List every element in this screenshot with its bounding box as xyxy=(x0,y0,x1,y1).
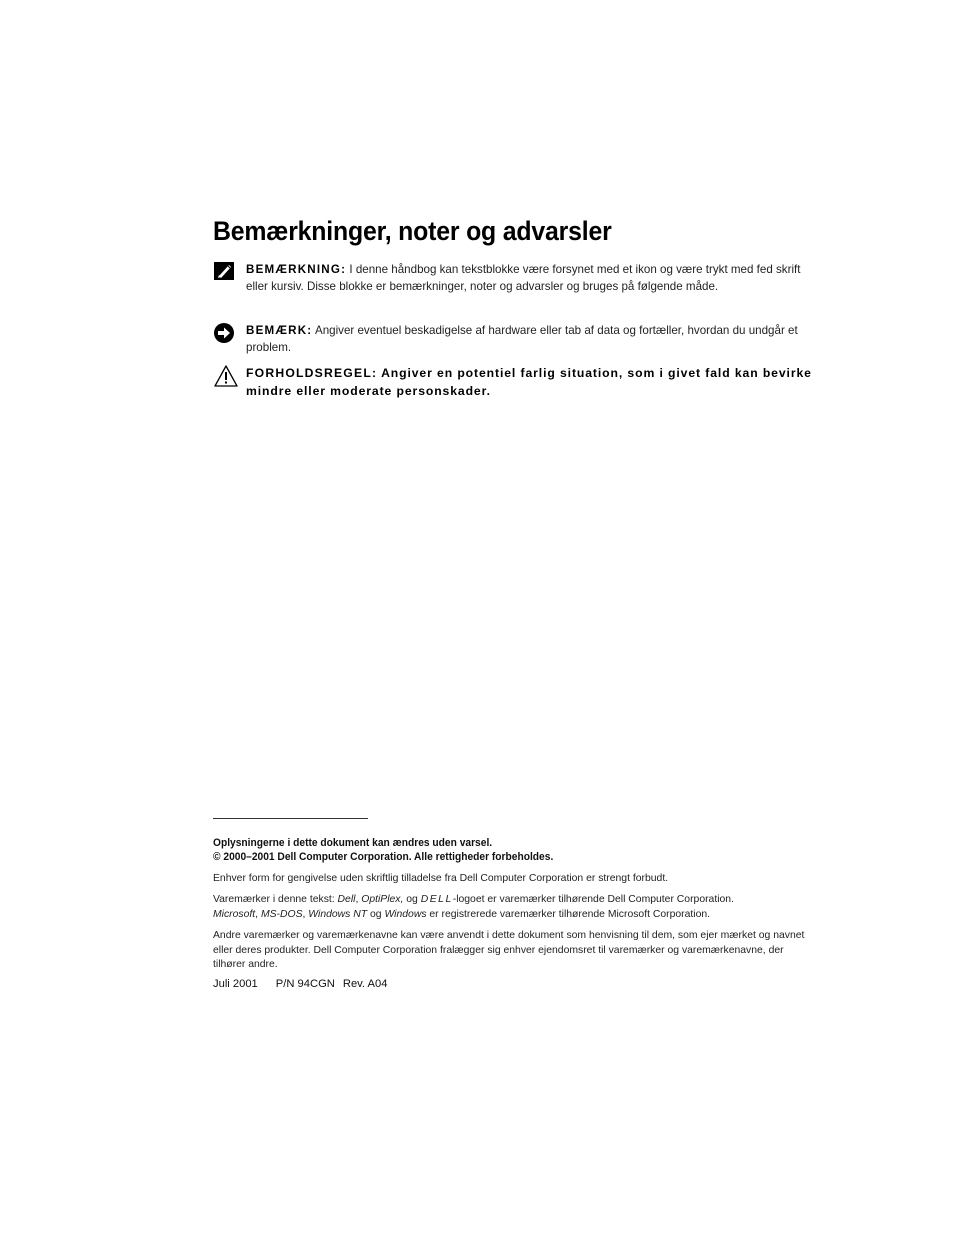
copyright-notice xyxy=(213,836,813,864)
other-trademarks-notice: Andre varemærker og varemærkenavne kan være anvendt i dette dokument som henvisning til dem, som ejer mærket og navnet eller deres produkter. Dell Computer Corporation fralægger sig enhver ejendomsret til varemærker og varemærkenavne, der tilhører andre. xyxy=(213,930,805,970)
part-number: P/N 94CGN xyxy=(275,978,335,990)
pencil-note-icon xyxy=(213,261,237,285)
trademark-and: og xyxy=(403,894,421,905)
document-info xyxy=(213,978,813,990)
note-block xyxy=(213,261,813,295)
trademark-dell: Dell xyxy=(337,894,356,905)
trademark-and-2: og xyxy=(367,908,385,920)
warning-triangle-icon xyxy=(213,364,237,388)
notice-label: BEMÆRK: xyxy=(246,324,313,337)
trademark-optiplex: OptiPlex, xyxy=(361,894,404,905)
caution-text xyxy=(246,364,813,400)
trademark-ms-text: er registrerede varemærker tilhørende Microsoft Corporation. xyxy=(426,908,711,920)
copyright-line: © 2000–2001 Dell Computer Corporation. Alle rettigheder forbeholdes. xyxy=(213,851,554,863)
trademark-windows: Windows xyxy=(384,908,427,920)
page-title: Bemærkninger, noter og advarsler xyxy=(213,216,612,246)
arrow-notice-icon xyxy=(213,322,237,346)
publication-date: Juli 2001 xyxy=(213,978,258,990)
caution-label: FORHOLDSREGEL: xyxy=(246,366,378,380)
note-label: BEMÆRKNING: xyxy=(246,263,347,276)
revision: Rev. A04 xyxy=(342,978,388,990)
trademark-dell-logo: DELL xyxy=(420,894,453,905)
notice-block xyxy=(213,322,813,356)
note-body: I denne håndbog kan tekstblokke være forsynet med et ikon og være trykt med fed skrift eller kursiv. Disse blokke er bemærkninger, noter og advarsler og bruges på følgende måde. xyxy=(246,263,801,293)
trademark-notice: Varemærker i denne tekst: Dell, OptiPlex, og DELL-logoet er varemærker tilhørende Dell Computer Corporation. Microsoft, MS-DOS, Windows NT og Windows er registrerede varemærker tilhørende Microsoft Corporation. xyxy=(213,894,734,920)
reproduction-notice: Enhver form for gengivelse uden skriftlig tilladelse fra Dell Computer Corporation er strengt forbudt. xyxy=(213,873,669,884)
notice-body: Angiver eventuel beskadigelse af hardware eller tab af data og fortæller, hvordan du undgår et problem. xyxy=(246,324,798,354)
caution-body: Angiver en potentiel farlig situation, som i givet fald kan bevirke mindre eller moderate personskader. xyxy=(246,366,812,398)
trademark-dell-text: -logoet er varemærker tilhørende Dell Computer Corporation. xyxy=(452,894,734,905)
notice-text xyxy=(246,322,813,356)
caution-block xyxy=(213,364,813,400)
trademark-msdos: MS-DOS xyxy=(260,908,303,920)
trademark-intro: Varemærker i denne tekst: xyxy=(213,894,338,905)
change-notice: Oplysningerne i dette dokument kan ændres uden varsel. xyxy=(213,837,493,849)
footnote-divider xyxy=(213,818,368,819)
note-text xyxy=(246,261,813,295)
trademark-microsoft: Microsoft xyxy=(213,908,256,920)
trademark-windows-nt: Windows NT xyxy=(308,908,368,920)
